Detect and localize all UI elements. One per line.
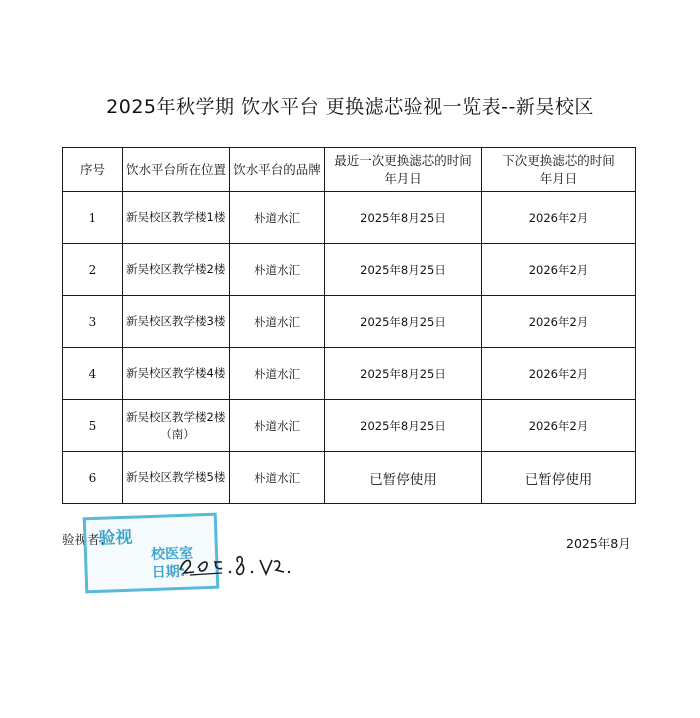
row-brand: 朴道水汇 xyxy=(230,348,325,400)
row-location: 新吴校区教学楼3楼 xyxy=(123,296,230,348)
row-location-line1: 新吴校区教学楼2楼 xyxy=(126,409,226,424)
row-last-change: 2025年8月25日 xyxy=(325,400,482,452)
row-last-change: 已暂停使用 xyxy=(325,452,482,504)
document-title: 2025年秋学期 饮水平台 更换滤芯验视一览表--新吴校区 xyxy=(106,96,594,118)
handwritten-date-signature xyxy=(176,540,296,580)
row-next-change: 已暂停使用 xyxy=(482,452,636,504)
table-header-row xyxy=(63,148,636,192)
row-next-change: 2026年2月 xyxy=(482,244,636,296)
header-last-change xyxy=(325,148,482,192)
header-next-change xyxy=(482,148,636,192)
row-last-change: 2025年8月25日 xyxy=(325,296,482,348)
row-location: 新吴校区教学楼5楼 xyxy=(123,452,230,504)
row-next-change: 2026年2月 xyxy=(482,348,636,400)
header-last-change-line2: 年月日 xyxy=(384,170,422,186)
document-date: 2025年8月 xyxy=(566,536,631,551)
table-row xyxy=(63,192,636,244)
row-location xyxy=(123,400,230,452)
row-location: 新吴校区教学楼2楼 xyxy=(123,244,230,296)
row-index: 3 xyxy=(63,296,123,348)
stamp-label: 验视 xyxy=(98,527,133,549)
header-brand: 饮水平台的品牌 xyxy=(230,148,325,192)
table-row xyxy=(63,296,636,348)
row-index: 1 xyxy=(63,192,123,244)
row-last-change: 2025年8月25日 xyxy=(325,348,482,400)
table-row xyxy=(63,244,636,296)
table-row xyxy=(63,400,636,452)
row-last-change: 2025年8月25日 xyxy=(325,244,482,296)
header-location: 饮水平台所在位置 xyxy=(123,148,230,192)
stamp-date-label: 日期: xyxy=(151,563,186,581)
header-last-change-line1: 最近一次更换滤芯的时间 xyxy=(334,152,472,168)
verifier-label: 验视者： xyxy=(62,532,113,547)
row-brand: 朴道水汇 xyxy=(230,296,325,348)
row-index: 6 xyxy=(63,452,123,504)
filter-inspection-table xyxy=(62,147,636,504)
row-next-change: 2026年2月 xyxy=(482,400,636,452)
header-index: 序号 xyxy=(63,148,123,192)
header-next-change-line1: 下次更换滤芯的时间 xyxy=(502,152,615,168)
row-location-line2: （南） xyxy=(160,426,195,441)
row-brand: 朴道水汇 xyxy=(230,192,325,244)
row-index: 2 xyxy=(63,244,123,296)
row-brand: 朴道水汇 xyxy=(230,244,325,296)
stamp-office: 校医室 xyxy=(150,545,194,563)
row-brand: 朴道水汇 xyxy=(230,400,325,452)
row-location: 新吴校区教学楼1楼 xyxy=(123,192,230,244)
row-index: 4 xyxy=(63,348,123,400)
row-brand: 朴道水汇 xyxy=(230,452,325,504)
row-index: 5 xyxy=(63,400,123,452)
row-location: 新吴校区教学楼4楼 xyxy=(123,348,230,400)
table-row xyxy=(63,348,636,400)
row-next-change: 2026年2月 xyxy=(482,192,636,244)
row-last-change: 2025年8月25日 xyxy=(325,192,482,244)
row-next-change: 2026年2月 xyxy=(482,296,636,348)
table-row xyxy=(63,452,636,504)
header-next-change-line2: 年月日 xyxy=(539,170,578,186)
